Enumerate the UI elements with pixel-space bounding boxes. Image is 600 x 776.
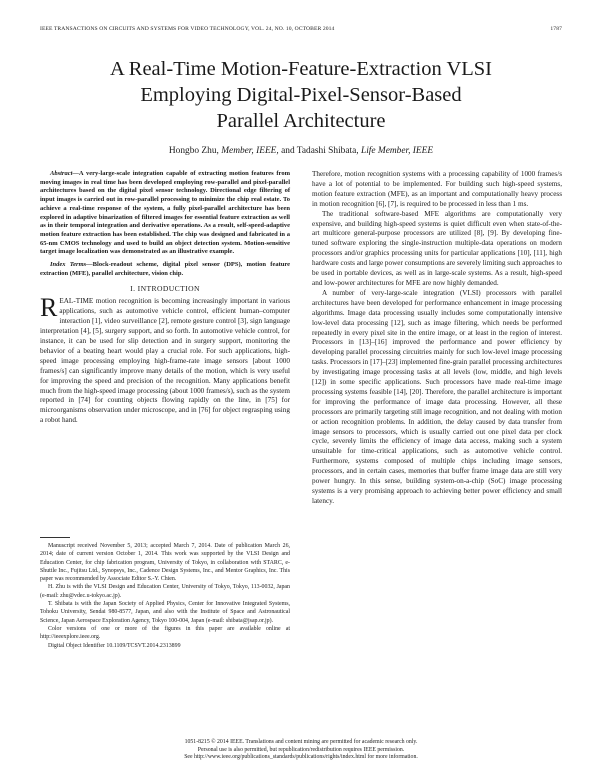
intro-paragraph [40,293,290,426]
title-line: A Real-Time Motion-Feature-Extraction VLSI [109,58,493,80]
footnote: T. Shibata is with the Japan Society of Applied Physics, Center for Innovative Integrated Systems, Tohoku University, Sendai 980-8577, Japan, and also with the Institute of Space and Astronautical Science, Japan Aerospace Exploration Agency, Tokyo 100-004, Japan (e-mail: shibata@jsap.or.jp). [40,601,290,624]
title-line: Employing Digital-Pixel-Sensor-Based [140,84,462,106]
right-column [312,170,562,507]
title-line: Parallel Architecture [216,110,386,132]
left-column [40,170,290,426]
footer-line: Personal use is also permitted, but republication/redistribution requires IEEE permission. [197,746,405,753]
author-role: Member, IEEE, [221,146,279,156]
section-heading: I. INTRODUCTION [130,284,200,294]
abstract [40,170,290,257]
author-line [40,146,562,156]
footnote: Color versions of one or more of the figures in this paper are available online at http://ieeexplore.ieee.org. [40,625,290,641]
body-paragraph: Therefore, motion recognition systems with a processing capability of 1000 frames/s have a lot of potential to be implemented. For building such high-speed systems, motion feature extraction (MFE), as an important and computationally heavy process in motion recognition [6], [7], is required to be processed in less than 1 ms. [312,170,562,208]
journal-name: IEEE TRANSACTIONS ON CIRCUITS AND SYSTEMS FOR VIDEO TECHNOLOGY, VOL. 24, NO. 10, OCTOBER 2014 [40,26,335,32]
footnote: Digital Object Identifier 10.1109/TCSVT.2014.2313899 [48,642,181,649]
body-paragraph: A number of very-large-scale integration (VLSI) processors with parallel architectures have been developed for performance enhancement in image processing algorithms. Image data processing usually includes some computationally intensive low-level data processing [12], such as image filtering, which needs be performed repeatedly in every pixel site in the entire image, or at least in the region of interest. Processors in [13]–[16] improved the performance and power efficiency by developing parallel processing circuitries mainly for such low-level image processing tasks. Processors in [17]–[23] implemented fine-grain parallel processing architectures by investigating image processing tasks at all levels (low, middle, and high levels [12]) in some specific applications. Such processors have made real-time image processing systems feasible [14], [20]. Therefore, the parallel architecture is important for improving the performance of image data processing. However, all these processors are primarily targeting still image recognition, and not dealing with motion or action recognition problems. In addition, the delay caused by data transfer from image sensors to processors, which is usually carried out one pixel data per clock cycle, severely limits the efficiency of image data access, making such a system unsuitable for time-critical applications, such as automotive vehicle control. Furthermore, systems composed of multiple chips including image sensors, processors, and in certain cases, memories that buffer frame image data are still very power hungry. In this sense, building system-on-a-chip (SoC) image processing systems is a very promising approach to achieving better power efficiency and small latency. [312,288,562,505]
intro-text: EAL-TIME motion recognition is becoming increasingly important in various applications, such as automotive vehicle control, efficient human–computer interaction [1], video surveillance [2], remote gesture control [3], sign language interpretation [4], [5], surgery support, and so forth. In automotive vehicle control, for instance, it can be used for slip detection and in surgery support, monitoring the behavior of a beating heart would play a crucial role. For such applications, high-speed image processing employing high-frame-rate image sensors [about 1000 frames/s] can significantly improve many details of the motion, which is very useful for improving the speed and precision of the recognition. Many applications benefit much from the high-speed image processing (about 1000 frames/s), such as the system reported in [74] for counting objects flowing rapidly on the line, in [75] for microorganisms observation under microscope, and in [76] for object regrasping using a robot hand. [40,297,290,425]
abstract-text: A very-large-scale integration capable of extracting motion features from moving images in real time has been developed employing row-parallel and pixel-parallel architectures based on the digital pixel sensor technology. Directional edge filtering of input images is carried out in row-parallel processing to minimize the chip real estate. To achieve a real-time response of the system, a fully pixel-parallel architecture has been explored in adaptive binarization of filtered images for essential feature extraction as well as in their temporal integration and derivative operations. As a result, self-speed-adaptive motion feature extraction has been established. The chip was designed and fabricated in a 65-nm CMOS technology and used to build an object detection system. Motion-sensitive target image localization was demonstrated as an illustrative example. [40,170,290,256]
drop-cap: R [40,293,58,323]
author-name: Hongbo Zhu, [168,146,219,156]
footer-line: See http://www.ieee.org/publications_standards/publications/rights/index.html for more information. [184,754,418,761]
page-number: 1787 [550,26,562,32]
abstract-lead: Abstract— [50,170,79,177]
index-terms [40,261,290,278]
footnote: H. Zhu is with the VLSI Design and Education Center, University of Tokyo, Tokyo, 113-0032, Japan (e-mail: zhu@vdec.u-tokyo.ac.jp). [40,584,290,599]
copyright-footer [40,739,562,762]
footnote: Manuscript received November 5, 2013; accepted March 7, 2014. Date of publication March 26, 2014; date of current version October 1, 2014. This work was supported by the VLSI Design and Education Center, for chip fabrication program, University of Tokyo, in collaboration with STARC, e-Shuttle Inc., Fujitsu Ltd., Synopsys, Inc., Cadence Design Systems, Inc., and Mentor Graphics, Inc. This paper was recommended by Associate Editor S.-Y. Chien. [40,543,290,583]
footnote-divider [40,537,70,538]
running-header [40,26,562,36]
body-paragraph: The traditional software-based MFE algorithms are computationally very expensive, and building high-speed systems is quiet difficult even when state-of-the-art multicore general-purpose processors are utilized [8], [9]. By developing fine-tuned software exploring the single-instruction multiple-data operations on modern processors and/or graphics processing units for particular applications [10], [11], high hardware costs and large power consumptions are severely limiting such approaches to be used in portable devices, as well as in large-scale systems. As a result, high-speed and low-power architectures for MFE are now highly demanded. [312,209,562,287]
author-role: Life Member, IEEE [360,146,434,156]
author-name: and Tadashi Shibata, [281,146,359,156]
footnotes [40,542,290,650]
footer-line: 1051-8215 © 2014 IEEE. Translations and content mining are permitted for academic research only. [184,739,418,745]
index-terms-lead: Index Terms— [50,261,93,269]
paper-title [40,56,562,134]
index-terms-text: Block-readout scheme, digital pixel sensor (DPS), motion feature extraction (MFE), parallel architecture, vision chip. [40,261,291,277]
